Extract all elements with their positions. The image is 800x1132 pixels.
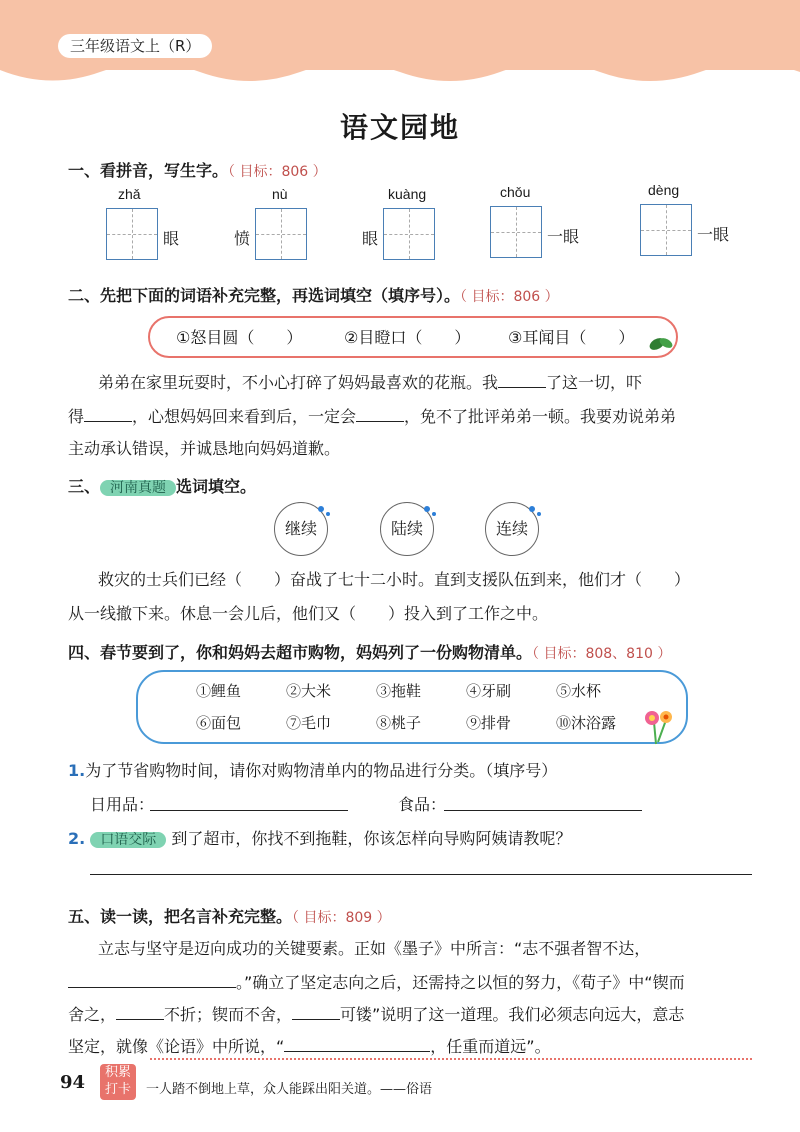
- section-4-goal: （ 目标：808、810 ）: [532, 646, 672, 662]
- section-1-heading: 一、看拼音，写生字。（ 目标：806 ）: [68, 161, 327, 180]
- footer-divider: [150, 1058, 752, 1060]
- s5-line-3: 舍之， 不折；锲而不舍， 可镂”说明了这一道理。我们必须志向远大，意志: [68, 998, 684, 1032]
- option-luxu: 陆续: [380, 502, 434, 556]
- tianzige-4[interactable]: [490, 206, 542, 258]
- daily-answer-line[interactable]: [150, 810, 348, 811]
- section-4-heading: 四、春节要到了，你和妈妈去超市购物，妈妈列了一份购物清单。（ 目标：808、810 ）: [68, 643, 672, 662]
- tianzige-3[interactable]: [383, 208, 435, 260]
- pinyin-1: zhǎ: [118, 186, 141, 202]
- char-before-2: 愤: [234, 229, 251, 248]
- s5-line-1: 立志与坚守是迈向成功的关键要素。正如《墨子》中所言：“志不强者智不达，: [98, 939, 651, 958]
- dot-decoration: [424, 506, 430, 512]
- blank[interactable]: [84, 403, 132, 422]
- dot-decoration: [537, 512, 541, 516]
- s5-line-2: 。”确立了坚定志向之后，还需持之以恒的努力，《荀子》中“锲而: [68, 966, 685, 1000]
- pinyin-3: kuàng: [388, 186, 427, 202]
- q2: 2. 口语交际 到了超市，你找不到拖鞋，你该怎样向导购阿姨请教呢？: [68, 829, 572, 848]
- section-5-goal: （ 目标：809 ）: [292, 910, 391, 926]
- s3-line-1: 救灾的士兵们已经（ ）奋战了七十二小时。直到支援队伍到来，他们才（ ）: [98, 570, 691, 589]
- section-1-goal: （ 目标：806 ）: [228, 164, 327, 180]
- list-item: ⑩沐浴露: [556, 714, 617, 732]
- s3-line-2: 从一线撤下来。休息一会儿后，他们又（ ）投入到了工作之中。: [68, 604, 549, 623]
- section-2-heading: 二、先把下面的词语补充完整，再选词填空（填序号）。（ 目标：806 ）: [68, 286, 559, 305]
- dot-decoration: [432, 512, 436, 516]
- char-after-5: 一眼: [697, 225, 730, 244]
- tianzige-5[interactable]: [640, 204, 692, 256]
- page-title: 语文园地: [339, 111, 460, 144]
- section-2-goal: （ 目标：806 ）: [460, 289, 559, 305]
- page-number: 94: [60, 1072, 86, 1093]
- jilei-badge: 积累 打卡: [100, 1064, 136, 1100]
- list-item: ⑦毛巾: [286, 714, 332, 732]
- daily-label: 日用品：: [90, 795, 155, 814]
- list-item: ⑥面包: [196, 714, 242, 732]
- blank[interactable]: [356, 403, 404, 422]
- list-item: ③拖鞋: [376, 682, 422, 700]
- s2-line-1: 弟弟在家里玩耍时，不小心打碎了妈妈最喜欢的花瓶。我 了这一切，吓: [98, 366, 642, 400]
- oral-tag: 口语交际: [90, 832, 166, 848]
- word-3: ③耳闻目（ ）: [508, 328, 635, 347]
- q2-answer-line[interactable]: [90, 874, 752, 875]
- flower-icon: [640, 706, 676, 746]
- s2-line-3: 主动承认错误，并诚恳地向妈妈道歉。: [68, 439, 341, 458]
- char-after-1: 眼: [163, 229, 180, 248]
- grade-label: 三年级语文上（R）: [58, 34, 212, 58]
- list-item: ①鲤鱼: [196, 682, 242, 700]
- pinyin-4: chǒu: [500, 184, 531, 200]
- food-answer-line[interactable]: [444, 810, 642, 811]
- dot-decoration: [318, 506, 324, 512]
- henan-tag: 河南真题: [100, 480, 176, 496]
- char-after-4: 一眼: [547, 227, 580, 246]
- food-label: 食品：: [398, 795, 447, 814]
- leaf-icon: [648, 332, 674, 354]
- dot-decoration: [326, 512, 330, 516]
- pinyin-2: nù: [272, 186, 288, 202]
- list-item: ⑧桃子: [376, 714, 422, 732]
- list-item: ⑤水杯: [556, 682, 602, 700]
- s5-line-4: 坚定，就像《论语》中所说，“ ，任重而道远”。: [68, 1030, 551, 1064]
- blank[interactable]: [116, 1001, 164, 1020]
- word-2: ②目瞪口（ ）: [344, 328, 471, 347]
- section-5-heading: 五、读一读，把名言补充完整。（ 目标：809 ）: [68, 907, 391, 926]
- word-1: ①怒目圆（ ）: [176, 328, 303, 347]
- blank[interactable]: [284, 1033, 430, 1052]
- s2-line-2: 得 ，心想妈妈回来看到后，一定会 ，免不了批评弟弟一顿。我要劝说弟弟: [68, 400, 676, 434]
- tianzige-1[interactable]: [106, 208, 158, 260]
- char-before-3: 眼: [362, 229, 379, 248]
- list-item: ④牙刷: [466, 682, 512, 700]
- blank[interactable]: [68, 969, 236, 988]
- blank[interactable]: [498, 369, 546, 388]
- blank[interactable]: [292, 1001, 340, 1020]
- q1: 1.为了节省购物时间，请你对购物清单内的物品进行分类。（填序号）: [68, 761, 558, 780]
- pinyin-5: dèng: [648, 182, 680, 198]
- proverb: 一人踏不倒地上草，众人能踩出阳关道。——俗语: [146, 1082, 433, 1097]
- tianzige-2[interactable]: [255, 208, 307, 260]
- list-item: ②大米: [286, 682, 332, 700]
- dot-decoration: [529, 506, 535, 512]
- option-jixu: 继续: [274, 502, 328, 556]
- section-3-heading: 三、 河南真题 选词填空。: [68, 477, 257, 496]
- list-item: ⑨排骨: [466, 714, 512, 732]
- option-lianxu: 连续: [485, 502, 539, 556]
